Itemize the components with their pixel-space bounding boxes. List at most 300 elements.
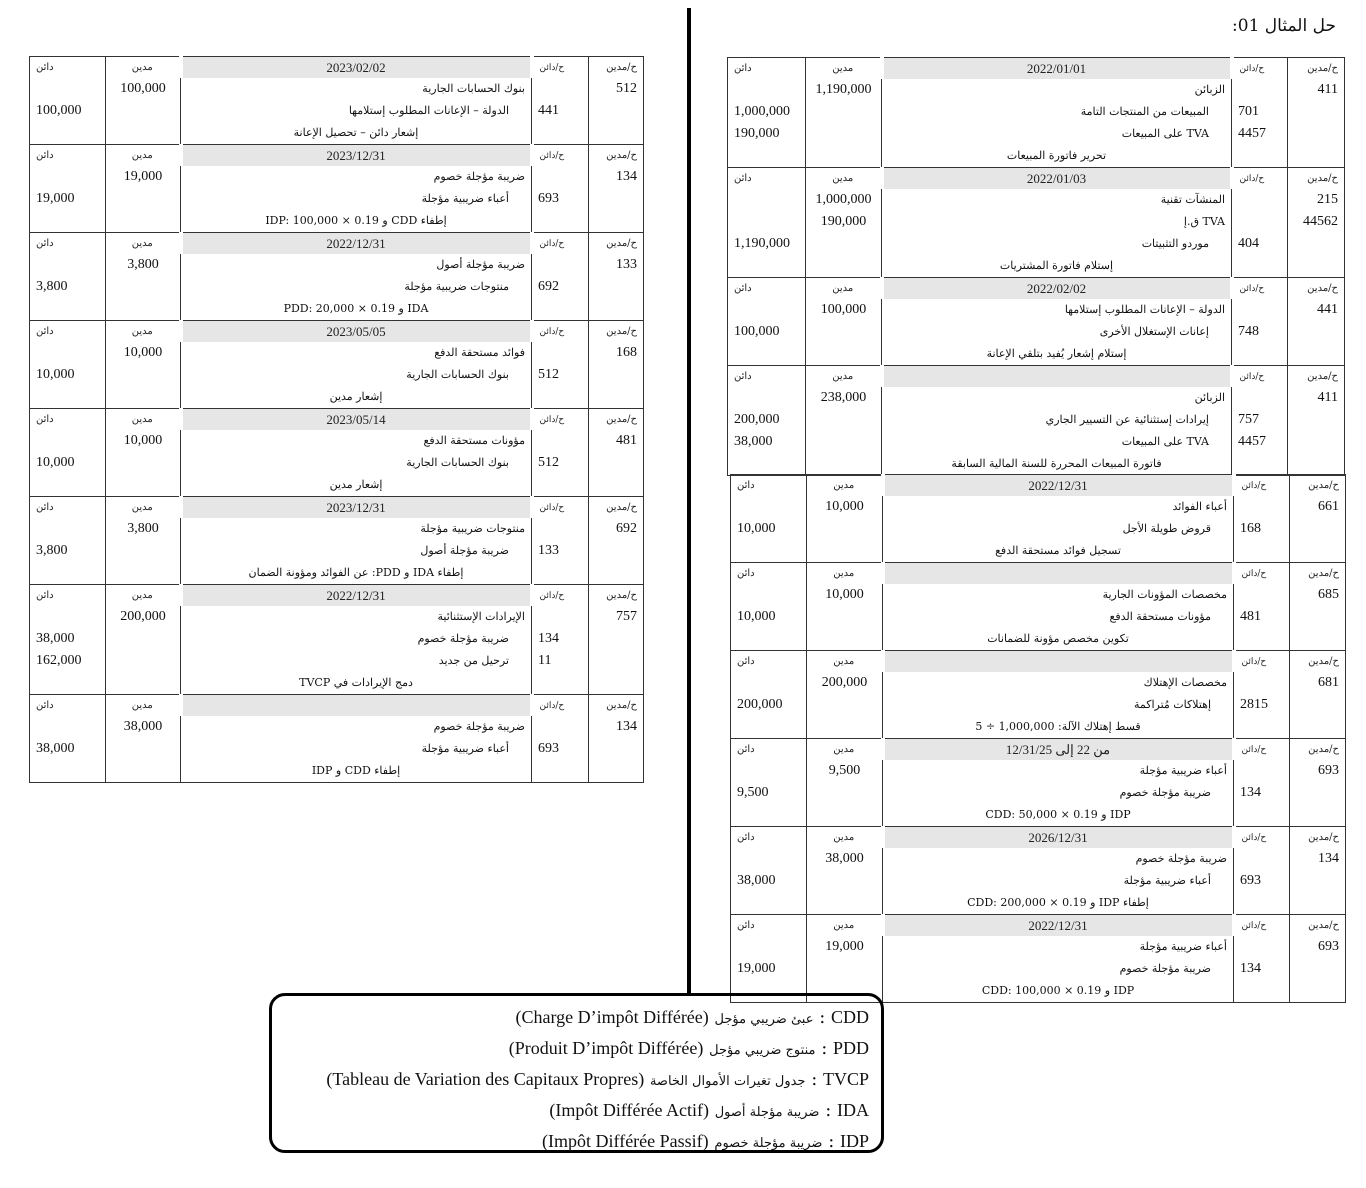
credit-amount: 38,000 xyxy=(734,434,773,449)
credit-amount: 1,000,000 xyxy=(734,104,790,119)
credit-account-number xyxy=(1240,672,1289,694)
credit-account-number xyxy=(538,716,588,738)
credit-account-header: ح/دائن xyxy=(532,497,589,519)
entry-date: 12/31/من 22 إلى 25 xyxy=(883,739,1234,761)
account-name: ترحيل من جديد xyxy=(438,654,509,667)
credit-amount xyxy=(737,584,806,606)
entry-date: 2023/05/05 xyxy=(181,321,532,343)
credit-account-numbers xyxy=(532,78,589,145)
credit-account-number xyxy=(538,254,588,276)
account-name: أعباء ضريبية مؤجلة xyxy=(421,742,509,755)
debit-account-header: ح/مدين xyxy=(1290,915,1346,937)
credit-account-header: ح/دائن xyxy=(532,57,589,79)
debit-account-numbers xyxy=(1290,672,1346,739)
credit-amount xyxy=(737,848,806,870)
credit-amount: 190,000 xyxy=(734,126,780,141)
credit-amounts xyxy=(30,78,106,145)
creditor-header: دائن xyxy=(728,168,806,190)
account-name: إعانات الإستغلال الأخرى xyxy=(1099,325,1209,338)
credit-account-number: 512 xyxy=(538,455,559,470)
entry-memo: إستلام فاتورة المشتريات xyxy=(999,259,1114,272)
entry-description xyxy=(181,606,532,695)
credit-account-header: ح/دائن xyxy=(1232,58,1288,80)
credit-account-number: 512 xyxy=(538,367,559,382)
credit-amounts xyxy=(30,254,106,321)
entry-date xyxy=(882,366,1232,388)
credit-account-numbers xyxy=(1234,584,1290,651)
debit-account-header: ح/مدين xyxy=(589,497,644,519)
journal-header-row xyxy=(30,497,644,519)
account-name: ضريبة مؤجلة خصوم xyxy=(1135,852,1227,865)
account-name: الدولة – الإعانات المطلوب إستلامها xyxy=(1064,303,1225,316)
credit-account-number xyxy=(1240,936,1289,958)
debit-account-header: ح/مدين xyxy=(1290,739,1346,761)
debit-amount: 10,000 xyxy=(123,433,163,448)
credit-amount: 3,800 xyxy=(36,279,68,294)
credit-account-numbers xyxy=(1232,387,1288,476)
credit-amount xyxy=(36,606,105,628)
journal-entry xyxy=(30,716,644,783)
entry-memo: إشعار مدين xyxy=(329,390,383,403)
credit-account-header: ح/دائن xyxy=(1232,366,1288,388)
debit-account-header: ح/مدين xyxy=(589,585,644,607)
credit-account-numbers xyxy=(1234,496,1290,563)
credit-account-header: ح/دائن xyxy=(1234,739,1290,761)
credit-account-header: ح/دائن xyxy=(1234,915,1290,937)
credit-account-number: 134 xyxy=(1240,785,1261,800)
account-name: مخصصات المؤونات الجارية xyxy=(1102,588,1227,601)
debit-account-number: 681 xyxy=(1318,675,1339,690)
credit-amount: 162,000 xyxy=(36,653,82,668)
journal-header-row xyxy=(728,58,1345,80)
debit-account-numbers xyxy=(1288,189,1345,278)
debit-account-number: 512 xyxy=(616,81,637,96)
credit-amount xyxy=(734,387,805,409)
journal-entry xyxy=(30,166,644,233)
account-name: الزبائن xyxy=(1194,391,1225,404)
credit-account-numbers xyxy=(532,430,589,497)
debit-account-numbers xyxy=(1288,387,1345,476)
entry-date xyxy=(883,651,1234,673)
credit-amount xyxy=(734,299,805,321)
creditor-header: دائن xyxy=(731,827,807,849)
creditor-header: دائن xyxy=(731,915,807,937)
credit-amount: 10,000 xyxy=(737,609,776,624)
credit-account-number: 404 xyxy=(1238,236,1259,251)
credit-account-number xyxy=(538,606,588,628)
debit-amount: 100,000 xyxy=(820,302,867,317)
debit-amounts xyxy=(806,387,882,476)
entry-memo: إشعار دائن – تحصيل الإعانة xyxy=(293,126,419,139)
credit-amounts xyxy=(728,299,806,366)
credit-account-header: ح/دائن xyxy=(532,145,589,167)
entry-description xyxy=(883,936,1234,1003)
creditor-header: دائن xyxy=(728,278,806,300)
credit-amount: 10,000 xyxy=(36,367,75,382)
credit-amount xyxy=(737,936,806,958)
credit-account-number xyxy=(538,518,588,540)
credit-account-number xyxy=(1238,299,1287,321)
debit-account-number: 133 xyxy=(616,257,637,272)
debit-amount: 1,190,000 xyxy=(815,82,872,97)
account-name: موردو التثبيتات xyxy=(1141,237,1209,250)
entry-date: 2023/05/14 xyxy=(181,409,532,431)
debit-amounts xyxy=(106,254,181,321)
debit-account-numbers xyxy=(589,606,644,695)
account-name: مخصصات الإهتلاك xyxy=(1143,676,1227,689)
debit-account-header: ح/مدين xyxy=(1288,278,1345,300)
credit-amount: 38,000 xyxy=(737,873,776,888)
account-name: TVA ق.إ xyxy=(1183,215,1225,228)
credit-account-numbers xyxy=(532,606,589,695)
debit-account-header: ح/مدين xyxy=(1290,651,1346,673)
journal-header-row xyxy=(30,585,644,607)
account-name: ضريبة مؤجلة خصوم xyxy=(1119,962,1211,975)
debit-amounts xyxy=(106,716,181,783)
debit-account-header: ح/مدين xyxy=(1290,827,1346,849)
debit-account-numbers xyxy=(589,518,644,585)
center-divider xyxy=(687,8,691,993)
debit-amounts xyxy=(806,79,882,168)
journal-entry xyxy=(731,584,1346,651)
credit-amount: 10,000 xyxy=(36,455,75,470)
creditor-header: دائن xyxy=(728,366,806,388)
credit-amount: 10,000 xyxy=(737,521,776,536)
credit-account-number: 4457 xyxy=(1238,126,1266,141)
credit-amounts xyxy=(731,672,807,739)
journal-entry xyxy=(728,299,1345,366)
credit-account-number xyxy=(538,342,588,364)
debit-account-header: ح/مدين xyxy=(1290,563,1346,585)
credit-account-header: ح/دائن xyxy=(1232,168,1288,190)
account-name: أعباء ضريبية مؤجلة xyxy=(1139,764,1227,777)
credit-account-number: 692 xyxy=(538,279,559,294)
debit-amounts xyxy=(806,189,882,278)
credit-amounts xyxy=(731,760,807,827)
debtor-header: مدين xyxy=(106,57,181,79)
entry-description xyxy=(882,299,1232,366)
credit-amount xyxy=(737,760,806,782)
legend-item: CDD : عبئ ضريبي مؤجل (Charge D’impôt Différée) xyxy=(515,1007,869,1028)
debit-amount: 19,000 xyxy=(123,169,163,184)
entry-memo: إستلام إشعار يُفيد بتلقي الإعانة xyxy=(986,347,1127,360)
legend-item: PDD : منتوج ضريبي مؤجل (Produit D’impôt Différée) xyxy=(508,1038,869,1059)
credit-account-number xyxy=(538,78,588,100)
debit-amount: 9,500 xyxy=(828,763,861,778)
journal-header-row xyxy=(30,695,644,717)
credit-account-number xyxy=(538,430,588,452)
legend-item: TVCP : جدول تغيرات الأموال الخاصة (Tableau de Variation des Capitaux Propres) xyxy=(326,1069,869,1090)
debit-amounts xyxy=(106,166,181,233)
entry-memo: إطفاء CDD و IDP: 100,000 × 0.19 xyxy=(265,214,447,227)
credit-amounts xyxy=(728,387,806,476)
debit-account-header: ح/مدين xyxy=(1288,58,1345,80)
debtor-header: مدين xyxy=(106,321,181,343)
debtor-header: مدين xyxy=(807,915,883,937)
credit-amount xyxy=(36,342,105,364)
account-name: الإيرادات الإستثنائية xyxy=(437,610,525,623)
journal-entry xyxy=(30,518,644,585)
entry-date: 2022/12/31 xyxy=(181,585,532,607)
credit-account-header: ح/دائن xyxy=(1232,278,1288,300)
credit-account-number: 2815 xyxy=(1240,697,1268,712)
debit-account-number: 481 xyxy=(616,433,637,448)
credit-amount: 1,190,000 xyxy=(734,236,790,251)
entry-description xyxy=(882,387,1232,476)
legend-item: IDA : ضريبة مؤجلة أصول (Impôt Différée Actif) xyxy=(549,1100,869,1121)
creditor-header: دائن xyxy=(30,585,106,607)
creditor-header: دائن xyxy=(30,409,106,431)
account-name: ضريبة مؤجلة خصوم xyxy=(433,170,525,183)
account-name: الزبائن xyxy=(1194,83,1225,96)
journal-header-row xyxy=(731,915,1346,937)
creditor-header: دائن xyxy=(731,739,807,761)
credit-account-numbers xyxy=(1234,760,1290,827)
credit-account-number xyxy=(1240,848,1289,870)
account-name: منتوجات ضريبية مؤجلة xyxy=(420,522,525,535)
credit-account-number: 168 xyxy=(1240,521,1261,536)
debit-account-numbers xyxy=(1290,936,1346,1003)
credit-account-number: 134 xyxy=(1240,961,1261,976)
entry-description xyxy=(882,189,1232,278)
entry-description xyxy=(181,430,532,497)
entry-memo: إطفاء IDP و CDD: 200,000 × 0.19 xyxy=(967,896,1149,909)
account-name: منتوجات ضريبية مؤجلة xyxy=(404,280,509,293)
debit-amount: 10,000 xyxy=(123,345,163,360)
credit-account-numbers xyxy=(532,716,589,783)
credit-amount xyxy=(36,254,105,276)
entry-date: 2023/12/31 xyxy=(181,497,532,519)
debit-amount: 1,000,000 xyxy=(815,192,872,207)
debit-account-number: 685 xyxy=(1318,587,1339,602)
debit-account-header: ح/مدين xyxy=(1290,475,1346,497)
debit-account-header: ح/مدين xyxy=(589,695,644,717)
credit-account-numbers xyxy=(1232,79,1288,168)
entry-memo: تكوين مخصص مؤونة للضمانات xyxy=(987,632,1129,645)
debit-amounts xyxy=(807,584,883,651)
debit-amounts xyxy=(106,518,181,585)
credit-account-header: ح/دائن xyxy=(1234,475,1290,497)
entry-description xyxy=(181,78,532,145)
credit-amounts xyxy=(30,606,106,695)
entry-description xyxy=(883,672,1234,739)
debit-amounts xyxy=(807,848,883,915)
journal-header-row xyxy=(728,278,1345,300)
journal-header-row xyxy=(731,827,1346,849)
credit-amount: 19,000 xyxy=(36,191,75,206)
account-name: ضريبة مؤجلة أصول xyxy=(420,544,509,557)
credit-account-number: 441 xyxy=(538,103,559,118)
credit-account-number xyxy=(1238,79,1287,101)
credit-amounts xyxy=(731,848,807,915)
account-name: أعباء ضريبية مؤجلة xyxy=(1139,940,1227,953)
debit-amounts xyxy=(106,78,181,145)
debit-account-numbers xyxy=(589,166,644,233)
account-name: قروض طويلة الأجل xyxy=(1122,522,1211,535)
journal-header-row xyxy=(731,475,1346,497)
debtor-header: مدين xyxy=(806,278,882,300)
account-name: بنوك الحسابات الجارية xyxy=(406,456,509,469)
credit-amounts xyxy=(731,496,807,563)
entry-date: 2022/02/02 xyxy=(882,278,1232,300)
debit-account-number: 215 xyxy=(1317,192,1338,207)
credit-amount: 100,000 xyxy=(734,324,780,339)
debtor-header: مدين xyxy=(106,497,181,519)
credit-account-number: 4457 xyxy=(1238,434,1266,449)
credit-account-number: 693 xyxy=(1240,873,1261,888)
debit-account-number: 44562 xyxy=(1303,214,1338,229)
entry-memo: فاتورة المبيعات المحررة للسنة المالية السابقة xyxy=(951,457,1162,470)
entry-description xyxy=(882,79,1232,168)
journal-entry xyxy=(728,189,1345,278)
debit-account-numbers xyxy=(1290,760,1346,827)
entry-description xyxy=(883,496,1234,563)
entry-description xyxy=(883,584,1234,651)
credit-account-header: ح/دائن xyxy=(532,695,589,717)
entry-memo: تحرير فاتورة المبيعات xyxy=(1006,149,1107,162)
credit-amounts xyxy=(30,166,106,233)
credit-account-numbers xyxy=(1234,672,1290,739)
credit-amounts xyxy=(728,79,806,168)
debit-account-numbers xyxy=(589,430,644,497)
account-name: الدولة – الإعانات المطلوب إستلامها xyxy=(348,104,509,117)
account-name: ضريبة مؤجلة خصوم xyxy=(433,720,525,733)
debit-amounts xyxy=(807,672,883,739)
debit-account-number: 692 xyxy=(616,521,637,536)
creditor-header: دائن xyxy=(30,695,106,717)
account-name: TVA على المبيعات xyxy=(1121,435,1209,448)
credit-account-header: ح/دائن xyxy=(532,321,589,343)
journal-entry xyxy=(30,254,644,321)
credit-amounts xyxy=(30,342,106,409)
entry-date: 2022/01/03 xyxy=(882,168,1232,190)
credit-account-numbers xyxy=(532,166,589,233)
credit-amount xyxy=(36,518,105,540)
debit-amounts xyxy=(807,496,883,563)
journal-header-row xyxy=(30,321,644,343)
debit-amount: 190,000 xyxy=(820,214,867,229)
credit-amounts xyxy=(30,518,106,585)
debit-amount: 200,000 xyxy=(120,609,166,624)
debit-account-header: ح/مدين xyxy=(589,145,644,167)
credit-amounts xyxy=(728,189,806,278)
credit-amounts xyxy=(30,430,106,497)
debit-amount: 10,000 xyxy=(825,499,864,514)
journal-entry xyxy=(728,387,1345,476)
debtor-header: مدين xyxy=(807,563,883,585)
entry-date: 2022/01/01 xyxy=(882,58,1232,80)
journal-entry xyxy=(30,430,644,497)
entry-date: 2022/12/31 xyxy=(883,915,1234,937)
entry-memo: IDP و CDD: 100,000 × 0.19 xyxy=(981,984,1135,997)
credit-account-header: ح/دائن xyxy=(1234,827,1290,849)
credit-account-numbers xyxy=(1232,189,1288,278)
creditor-header: دائن xyxy=(728,58,806,80)
debit-account-number: 168 xyxy=(616,345,637,360)
credit-account-number xyxy=(1240,496,1289,518)
debit-account-numbers xyxy=(1290,848,1346,915)
journal-header-row xyxy=(30,57,644,79)
credit-account-number xyxy=(1240,760,1289,782)
debtor-header: مدين xyxy=(106,409,181,431)
entry-date: 2023/12/31 xyxy=(181,145,532,167)
credit-amounts xyxy=(30,716,106,783)
entry-memo: تسجيل فوائد مستحقة الدفع xyxy=(995,544,1121,557)
entry-memo: IDP و CDD: 50,000 × 0.19 xyxy=(985,808,1131,821)
debit-amounts xyxy=(106,606,181,695)
journal-header-row xyxy=(731,739,1346,761)
debit-account-number: 661 xyxy=(1318,499,1339,514)
account-name: ضريبة مؤجلة خصوم xyxy=(1119,786,1211,799)
credit-account-number: 701 xyxy=(1238,104,1259,119)
credit-amount: 9,500 xyxy=(737,785,769,800)
debit-account-number: 134 xyxy=(1318,851,1339,866)
journal-header-row xyxy=(30,233,644,255)
credit-account-numbers xyxy=(532,342,589,409)
account-name: ضريبة مؤجلة خصوم xyxy=(417,632,509,645)
entry-memo: إطفاء CDD و IDP xyxy=(311,764,401,777)
debit-amount: 19,000 xyxy=(825,939,864,954)
entry-date xyxy=(181,695,532,717)
credit-amount xyxy=(734,79,805,101)
credit-account-number xyxy=(1238,211,1287,233)
debtor-header: مدين xyxy=(106,145,181,167)
credit-amount xyxy=(36,166,105,188)
credit-account-number: 134 xyxy=(538,631,559,646)
credit-amount xyxy=(36,78,105,100)
creditor-header: دائن xyxy=(731,475,807,497)
debit-amount: 3,800 xyxy=(127,257,159,272)
journal-entry xyxy=(731,672,1346,739)
account-name: المنشآت تقنية xyxy=(1160,193,1225,206)
journal-entry xyxy=(30,78,644,145)
credit-account-numbers xyxy=(1234,936,1290,1003)
debtor-header: مدين xyxy=(806,366,882,388)
account-name: بنوك الحسابات الجارية xyxy=(406,368,509,381)
debit-account-number: 411 xyxy=(1317,82,1338,97)
credit-amount: 38,000 xyxy=(36,741,75,756)
journal-header-row xyxy=(30,409,644,431)
debtor-header: مدين xyxy=(806,58,882,80)
journal-entry xyxy=(731,848,1346,915)
entry-memo: IDA و PDD: 20,000 × 0.19 xyxy=(283,302,429,315)
journal-entry xyxy=(731,496,1346,563)
credit-account-numbers xyxy=(1232,299,1288,366)
debit-account-header: ح/مدين xyxy=(589,321,644,343)
credit-amount xyxy=(737,672,806,694)
journal-header-row xyxy=(728,168,1345,190)
credit-account-numbers xyxy=(532,254,589,321)
debit-amounts xyxy=(806,299,882,366)
credit-amount: 200,000 xyxy=(734,412,780,427)
account-name: أعباء ضريبية مؤجلة xyxy=(421,192,509,205)
debtor-header: مدين xyxy=(807,475,883,497)
debit-account-number: 693 xyxy=(1318,763,1339,778)
debit-amount: 238,000 xyxy=(820,390,867,405)
debit-amount: 3,800 xyxy=(127,521,159,536)
credit-account-header: ح/دائن xyxy=(1234,563,1290,585)
account-name: المبيعات من المنتجات التامة xyxy=(1080,105,1209,118)
entry-date xyxy=(883,563,1234,585)
debit-amount: 100,000 xyxy=(120,81,166,96)
journal-entry xyxy=(30,342,644,409)
abbreviations-legend xyxy=(269,993,884,1153)
debit-amount: 38,000 xyxy=(825,851,864,866)
entry-date: 2023/02/02 xyxy=(181,57,532,79)
entry-date: 2022/12/31 xyxy=(883,475,1234,497)
debit-account-header: ح/مدين xyxy=(1288,366,1345,388)
journal-entry xyxy=(30,606,644,695)
